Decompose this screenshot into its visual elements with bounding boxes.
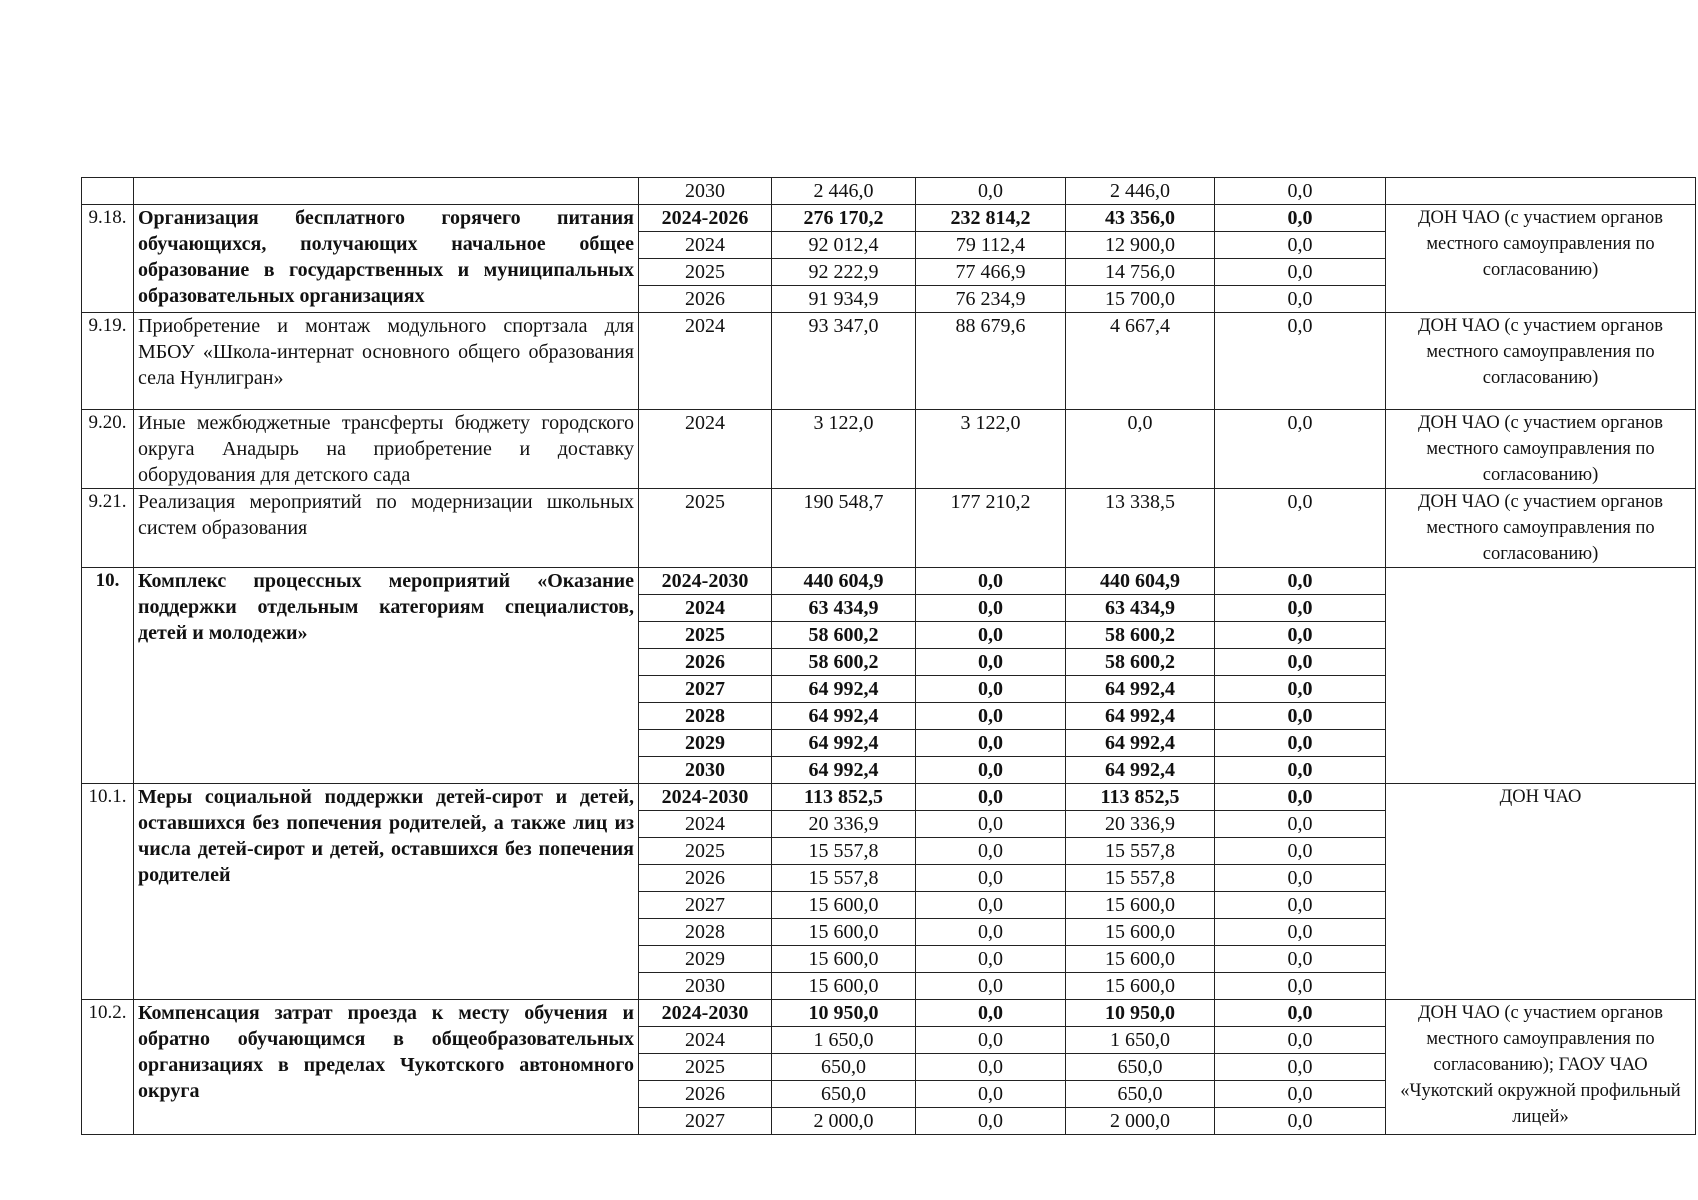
federal-cell: 88 679,6 <box>916 313 1066 410</box>
year-cell: 2026 <box>639 286 772 313</box>
year-cell: 2030 <box>639 973 772 1000</box>
year-cell: 2026 <box>639 865 772 892</box>
item-title: Организация бесплатного горячего питания обучающихся, получающих начальное общее образование в государственных и муниципальных образовательных организациях <box>134 205 639 313</box>
regional-cell: 650,0 <box>1066 1081 1215 1108</box>
responsible-executor: ДОН ЧАО <box>1386 784 1696 1000</box>
federal-cell: 0,0 <box>916 1000 1066 1027</box>
responsible-executor: ДОН ЧАО (с участием органов местного самоуправления по согласованию) <box>1386 410 1696 489</box>
federal-cell: 0,0 <box>916 892 1066 919</box>
other-cell: 0,0 <box>1215 676 1386 703</box>
regional-cell: 10 950,0 <box>1066 1000 1215 1027</box>
year-cell: 2024 <box>639 232 772 259</box>
federal-cell: 0,0 <box>916 649 1066 676</box>
federal-cell: 0,0 <box>916 946 1066 973</box>
year-cell: 2024-2030 <box>639 568 772 595</box>
regional-cell: 43 356,0 <box>1066 205 1215 232</box>
table-row <box>82 178 1696 205</box>
other-cell: 0,0 <box>1215 649 1386 676</box>
total-cell: 1 650,0 <box>772 1027 916 1054</box>
year-cell: 2024-2026 <box>639 205 772 232</box>
table-row <box>82 489 1696 568</box>
federal-cell: 0,0 <box>916 1027 1066 1054</box>
item-number: 9.19. <box>82 313 134 410</box>
federal-cell: 177 210,2 <box>916 489 1066 568</box>
regional-cell: 64 992,4 <box>1066 730 1215 757</box>
total-cell: 64 992,4 <box>772 703 916 730</box>
total-cell: 15 557,8 <box>772 865 916 892</box>
total-cell: 91 934,9 <box>772 286 916 313</box>
table-row <box>82 1000 1696 1027</box>
responsible-executor <box>1386 568 1696 784</box>
federal-cell: 0,0 <box>916 757 1066 784</box>
item-number: 9.18. <box>82 205 134 313</box>
federal-cell: 0,0 <box>916 622 1066 649</box>
regional-cell: 64 992,4 <box>1066 676 1215 703</box>
federal-cell: 0,0 <box>916 919 1066 946</box>
total-cell: 58 600,2 <box>772 649 916 676</box>
regional-cell: 2 446,0 <box>1066 178 1215 205</box>
federal-cell: 0,0 <box>916 784 1066 811</box>
federal-cell: 0,0 <box>916 730 1066 757</box>
total-cell: 15 557,8 <box>772 838 916 865</box>
year-cell: 2025 <box>639 838 772 865</box>
item-number: 9.20. <box>82 410 134 489</box>
regional-cell: 113 852,5 <box>1066 784 1215 811</box>
regional-cell: 12 900,0 <box>1066 232 1215 259</box>
item-title <box>134 178 639 205</box>
regional-cell: 2 000,0 <box>1066 1108 1215 1135</box>
total-cell: 64 992,4 <box>772 730 916 757</box>
federal-cell: 0,0 <box>916 865 1066 892</box>
item-number: 10.1. <box>82 784 134 1000</box>
regional-cell: 15 557,8 <box>1066 865 1215 892</box>
other-cell: 0,0 <box>1215 919 1386 946</box>
item-number: 9.21. <box>82 489 134 568</box>
other-cell: 0,0 <box>1215 595 1386 622</box>
year-cell: 2026 <box>639 649 772 676</box>
total-cell: 63 434,9 <box>772 595 916 622</box>
year-cell: 2027 <box>639 1108 772 1135</box>
responsible-executor <box>1386 178 1696 205</box>
federal-cell: 3 122,0 <box>916 410 1066 489</box>
other-cell: 0,0 <box>1215 865 1386 892</box>
other-cell: 0,0 <box>1215 1081 1386 1108</box>
responsible-executor: ДОН ЧАО (с участием органов местного самоуправления по согласованию); ГАОУ ЧАО «Чукотский окружной профильный лицей» <box>1386 1000 1696 1135</box>
regional-cell: 650,0 <box>1066 1054 1215 1081</box>
total-cell: 2 446,0 <box>772 178 916 205</box>
federal-cell: 77 466,9 <box>916 259 1066 286</box>
item-title: Приобретение и монтаж модульного спортзала для МБОУ «Школа-интернат основного общего образования села Нунлигран» <box>134 313 639 410</box>
year-cell: 2025 <box>639 622 772 649</box>
year-cell: 2024 <box>639 595 772 622</box>
other-cell: 0,0 <box>1215 838 1386 865</box>
total-cell: 20 336,9 <box>772 811 916 838</box>
regional-cell: 20 336,9 <box>1066 811 1215 838</box>
federal-cell: 232 814,2 <box>916 205 1066 232</box>
item-title: Меры социальной поддержки детей-сирот и детей, оставшихся без попечения родителей, а также лиц из числа детей-сирот и детей, оставшихся без попечения родителей <box>134 784 639 1000</box>
responsible-executor: ДОН ЧАО (с участием органов местного самоуправления по согласованию) <box>1386 205 1696 313</box>
other-cell: 0,0 <box>1215 811 1386 838</box>
total-cell: 276 170,2 <box>772 205 916 232</box>
regional-cell: 58 600,2 <box>1066 622 1215 649</box>
item-number: 10.2. <box>82 1000 134 1135</box>
total-cell: 93 347,0 <box>772 313 916 410</box>
table-row <box>82 568 1696 595</box>
federal-cell: 0,0 <box>916 1054 1066 1081</box>
total-cell: 440 604,9 <box>772 568 916 595</box>
total-cell: 15 600,0 <box>772 973 916 1000</box>
other-cell: 0,0 <box>1215 703 1386 730</box>
other-cell: 0,0 <box>1215 1027 1386 1054</box>
regional-cell: 0,0 <box>1066 410 1215 489</box>
regional-cell: 15 557,8 <box>1066 838 1215 865</box>
federal-cell: 0,0 <box>916 811 1066 838</box>
table-row <box>82 410 1696 489</box>
other-cell: 0,0 <box>1215 757 1386 784</box>
other-cell: 0,0 <box>1215 259 1386 286</box>
other-cell: 0,0 <box>1215 568 1386 595</box>
total-cell: 58 600,2 <box>772 622 916 649</box>
other-cell: 0,0 <box>1215 313 1386 410</box>
year-cell: 2025 <box>639 259 772 286</box>
other-cell: 0,0 <box>1215 178 1386 205</box>
year-cell: 2024-2030 <box>639 784 772 811</box>
item-title: Реализация мероприятий по модернизации школьных систем образования <box>134 489 639 568</box>
year-cell: 2024 <box>639 1027 772 1054</box>
other-cell: 0,0 <box>1215 973 1386 1000</box>
table-row <box>82 784 1696 811</box>
year-cell: 2024 <box>639 410 772 489</box>
year-cell: 2027 <box>639 676 772 703</box>
federal-cell: 0,0 <box>916 703 1066 730</box>
regional-cell: 15 600,0 <box>1066 919 1215 946</box>
federal-cell: 0,0 <box>916 973 1066 1000</box>
total-cell: 15 600,0 <box>772 946 916 973</box>
regional-cell: 4 667,4 <box>1066 313 1215 410</box>
item-title: Иные межбюджетные трансферты бюджету городского округа Анадырь на приобретение и доставку оборудования для детского сада <box>134 410 639 489</box>
regional-cell: 440 604,9 <box>1066 568 1215 595</box>
item-number: 10. <box>82 568 134 784</box>
year-cell: 2030 <box>639 757 772 784</box>
other-cell: 0,0 <box>1215 489 1386 568</box>
regional-cell: 14 756,0 <box>1066 259 1215 286</box>
total-cell: 190 548,7 <box>772 489 916 568</box>
year-cell: 2028 <box>639 919 772 946</box>
total-cell: 3 122,0 <box>772 410 916 489</box>
year-cell: 2025 <box>639 1054 772 1081</box>
federal-cell: 0,0 <box>916 1108 1066 1135</box>
other-cell: 0,0 <box>1215 205 1386 232</box>
year-cell: 2024-2030 <box>639 1000 772 1027</box>
federal-cell: 79 112,4 <box>916 232 1066 259</box>
federal-cell: 0,0 <box>916 1081 1066 1108</box>
other-cell: 0,0 <box>1215 622 1386 649</box>
table-row <box>82 313 1696 410</box>
other-cell: 0,0 <box>1215 730 1386 757</box>
year-cell: 2029 <box>639 946 772 973</box>
federal-cell: 0,0 <box>916 178 1066 205</box>
regional-cell: 64 992,4 <box>1066 757 1215 784</box>
total-cell: 10 950,0 <box>772 1000 916 1027</box>
program-table <box>81 177 1696 1135</box>
other-cell: 0,0 <box>1215 892 1386 919</box>
total-cell: 92 012,4 <box>772 232 916 259</box>
regional-cell: 15 600,0 <box>1066 973 1215 1000</box>
regional-cell: 58 600,2 <box>1066 649 1215 676</box>
other-cell: 0,0 <box>1215 1000 1386 1027</box>
federal-cell: 0,0 <box>916 838 1066 865</box>
regional-cell: 15 600,0 <box>1066 892 1215 919</box>
total-cell: 650,0 <box>772 1054 916 1081</box>
item-title: Комплекс процессных мероприятий «Оказание поддержки отдельным категориям специалистов, детей и молодежи» <box>134 568 639 784</box>
regional-cell: 1 650,0 <box>1066 1027 1215 1054</box>
federal-cell: 0,0 <box>916 568 1066 595</box>
total-cell: 64 992,4 <box>772 757 916 784</box>
regional-cell: 15 600,0 <box>1066 946 1215 973</box>
other-cell: 0,0 <box>1215 1108 1386 1135</box>
total-cell: 15 600,0 <box>772 892 916 919</box>
federal-cell: 0,0 <box>916 595 1066 622</box>
year-cell: 2024 <box>639 313 772 410</box>
regional-cell: 63 434,9 <box>1066 595 1215 622</box>
table-body <box>82 178 1696 1135</box>
year-cell: 2028 <box>639 703 772 730</box>
total-cell: 2 000,0 <box>772 1108 916 1135</box>
federal-cell: 76 234,9 <box>916 286 1066 313</box>
year-cell: 2025 <box>639 489 772 568</box>
regional-cell: 13 338,5 <box>1066 489 1215 568</box>
year-cell: 2030 <box>639 178 772 205</box>
other-cell: 0,0 <box>1215 1054 1386 1081</box>
year-cell: 2027 <box>639 892 772 919</box>
federal-cell: 0,0 <box>916 676 1066 703</box>
year-cell: 2026 <box>639 1081 772 1108</box>
year-cell: 2029 <box>639 730 772 757</box>
total-cell: 92 222,9 <box>772 259 916 286</box>
total-cell: 15 600,0 <box>772 919 916 946</box>
total-cell: 650,0 <box>772 1081 916 1108</box>
responsible-executor: ДОН ЧАО (с участием органов местного самоуправления по согласованию) <box>1386 489 1696 568</box>
item-title: Компенсация затрат проезда к месту обучения и обратно обучающимся в общеобразовательных организациях в пределах Чукотского автономного округа <box>134 1000 639 1135</box>
responsible-executor: ДОН ЧАО (с участием органов местного самоуправления по согласованию) <box>1386 313 1696 410</box>
item-number <box>82 178 134 205</box>
other-cell: 0,0 <box>1215 784 1386 811</box>
table-row <box>82 205 1696 232</box>
year-cell: 2024 <box>639 811 772 838</box>
regional-cell: 64 992,4 <box>1066 703 1215 730</box>
other-cell: 0,0 <box>1215 286 1386 313</box>
other-cell: 0,0 <box>1215 946 1386 973</box>
other-cell: 0,0 <box>1215 410 1386 489</box>
regional-cell: 15 700,0 <box>1066 286 1215 313</box>
total-cell: 64 992,4 <box>772 676 916 703</box>
total-cell: 113 852,5 <box>772 784 916 811</box>
other-cell: 0,0 <box>1215 232 1386 259</box>
